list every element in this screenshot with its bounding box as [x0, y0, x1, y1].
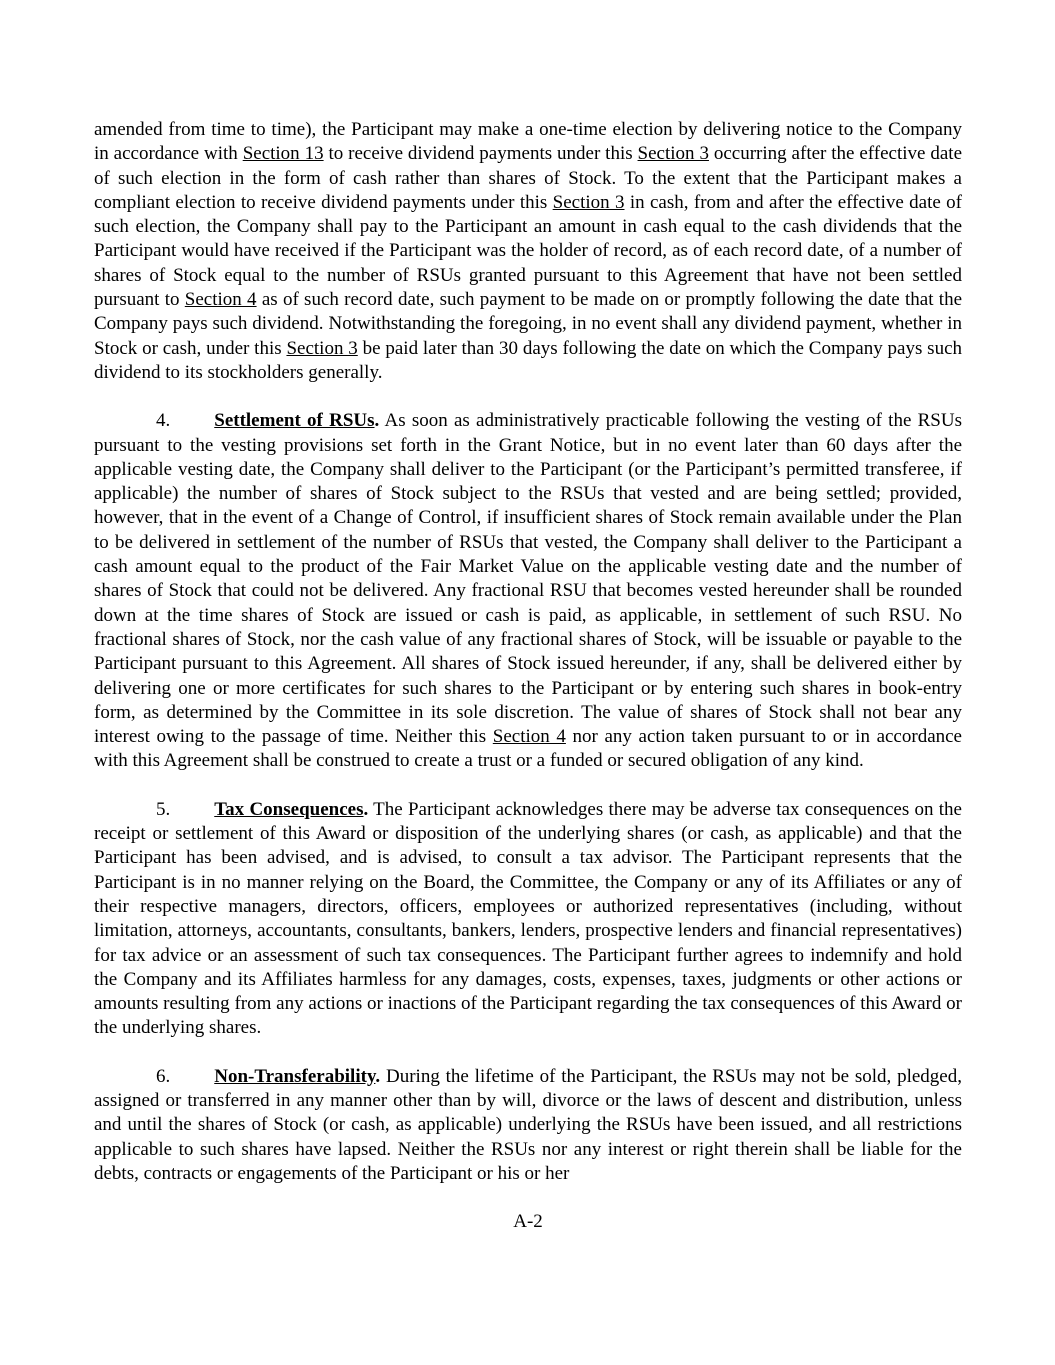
- section-heading: Non-Transferability: [214, 1065, 376, 1087]
- document-body: [94, 118, 962, 1186]
- text-run: During the lifetime of the Participant, the RSUs may not be sold, pledged, assigned or transferred in any manner other than by will, divorce or the laws of descent and distribution, unless and until the shares of Stock (or cash, as applicable) underlying the RSUs have been issued, and all restrictions applicable to such shares have lapsed. Neither the RSUs nor any interest or right therein shall be liable for the debts, contracts or engagements of the Participant or his or her: [94, 1065, 962, 1184]
- text-run: The Participant acknowledges there may be adverse tax consequences on the receipt or settlement of this Award or disposition of the underlying shares (or cash, as applicable) and that the Participant has been advised, and is advised, to consult a tax advisor. The Participant represents that the Participant is in no manner relying on the Board, the Committee, the Company or any of its Affiliates or any of their respective managers, directors, officers, employees or authorized representatives (including, without limitation, attorneys, accountants, consultants, bankers, lenders, prospective lenders and financial representatives) for tax advice or an assessment of such tax consequences. The Participant further agrees to indemnify and hold the Company and its Affiliates harmless for any damages, costs, expenses, taxes, judgments or other actions or amounts resulting from any actions or inactions of the Participant regarding the tax consequences of this Award or the underlying shares.: [94, 798, 962, 1039]
- heading-period: .: [375, 1065, 381, 1087]
- section-reference: Section 4: [184, 289, 257, 311]
- text-run: in cash, from and after the effective date of such election, the Company shall pay to the Participant an amount in cash equal to the cash dividends that the Participant would have received if the Participant was the holder of record, as of each record date, of a number of shares of Stock equal to the number of RSUs granted pursuant to this Agreement that have not been settled pursuant to: [94, 191, 962, 311]
- paragraph-section-4-settlement-of-rsus: [94, 409, 962, 773]
- text-run: amended from time to time), the Participant may make a one-time election by delivering notice to the Company in accordance with: [94, 119, 962, 165]
- section-reference: Section 13: [242, 143, 324, 165]
- section-reference: Section 3: [286, 337, 358, 359]
- paragraph-section-6-non-transferability: [94, 1065, 962, 1186]
- text-run: to receive dividend payments under this: [323, 143, 638, 165]
- continuation-paragraph-section-3: [94, 118, 962, 385]
- text-run: 4.: [156, 410, 171, 432]
- text-run: 5.: [156, 798, 171, 820]
- page-number: A-2: [513, 1211, 543, 1233]
- section-reference: Section 4: [492, 726, 566, 748]
- heading-period: .: [363, 798, 369, 820]
- text-run: occurring after the effective date of such election in the form of cash rather than shares of Stock. To the extent that the Participant makes a compliant election to receive dividend payments under this: [94, 143, 963, 213]
- section-heading: Tax Consequences: [214, 798, 364, 820]
- text-run: as of such record date, such payment to be made on or promptly following the date that the Company pays such dividend. Notwithstanding the foregoing, in no event shall any dividend payment, whether in Stock or cash, under this: [94, 289, 962, 359]
- section-reference: Section 3: [637, 143, 709, 165]
- section-reference: Section 3: [552, 191, 625, 213]
- text-run: be paid later than 30 days following the date on which the Company pays such dividend to its stockholders generally.: [94, 337, 962, 383]
- text-run: As soon as administratively practicable following the vesting of the RSUs pursuant to the vesting provisions set forth in the Grant Notice, but in no event later than 60 days after the applicable vesting date, the Company shall deliver to the Participant (or the Participant’s permitted transferee, if applicable) the number of shares of Stock subject to the RSUs that vested and are being settled; provided, however, that in the event of a Change of Control, if insufficient shares of Stock remain available under the Plan to be delivered in settlement of the number of RSUs that vested, the Company shall deliver to the Participant a cash amount equal to the product of the Fair Market Value on the applicable vesting date and the number of shares of Stock that could not be delivered. Any fractional RSU that becomes vested hereunder shall be rounded down at the time shares of Stock are issued or cash is paid, as applicable, in settlement of such RSU. No fractional shares of Stock, nor the cash value of any fractional shares of Stock, will be issuable or payable to the Participant pursuant to this Agreement. All shares of Stock issued hereunder, if any, shall be delivered either by delivering one or more certificates for such shares to the Participant or by entering such shares in book-entry form, as determined by the Committee in its sole discretion. The value of shares of Stock shall not bear any interest owing to the passage of time. Neither this: [94, 410, 962, 748]
- paragraph-section-5-tax-consequences: [94, 798, 962, 1041]
- text-run: 6.: [156, 1065, 171, 1087]
- heading-period: .: [374, 410, 380, 432]
- section-heading: Settlement of RSUs: [214, 410, 375, 432]
- text-run: nor any action taken pursuant to or in accordance with this Agreement shall be construed to create a trust or a funded or secured obligation of any kind.: [94, 726, 962, 772]
